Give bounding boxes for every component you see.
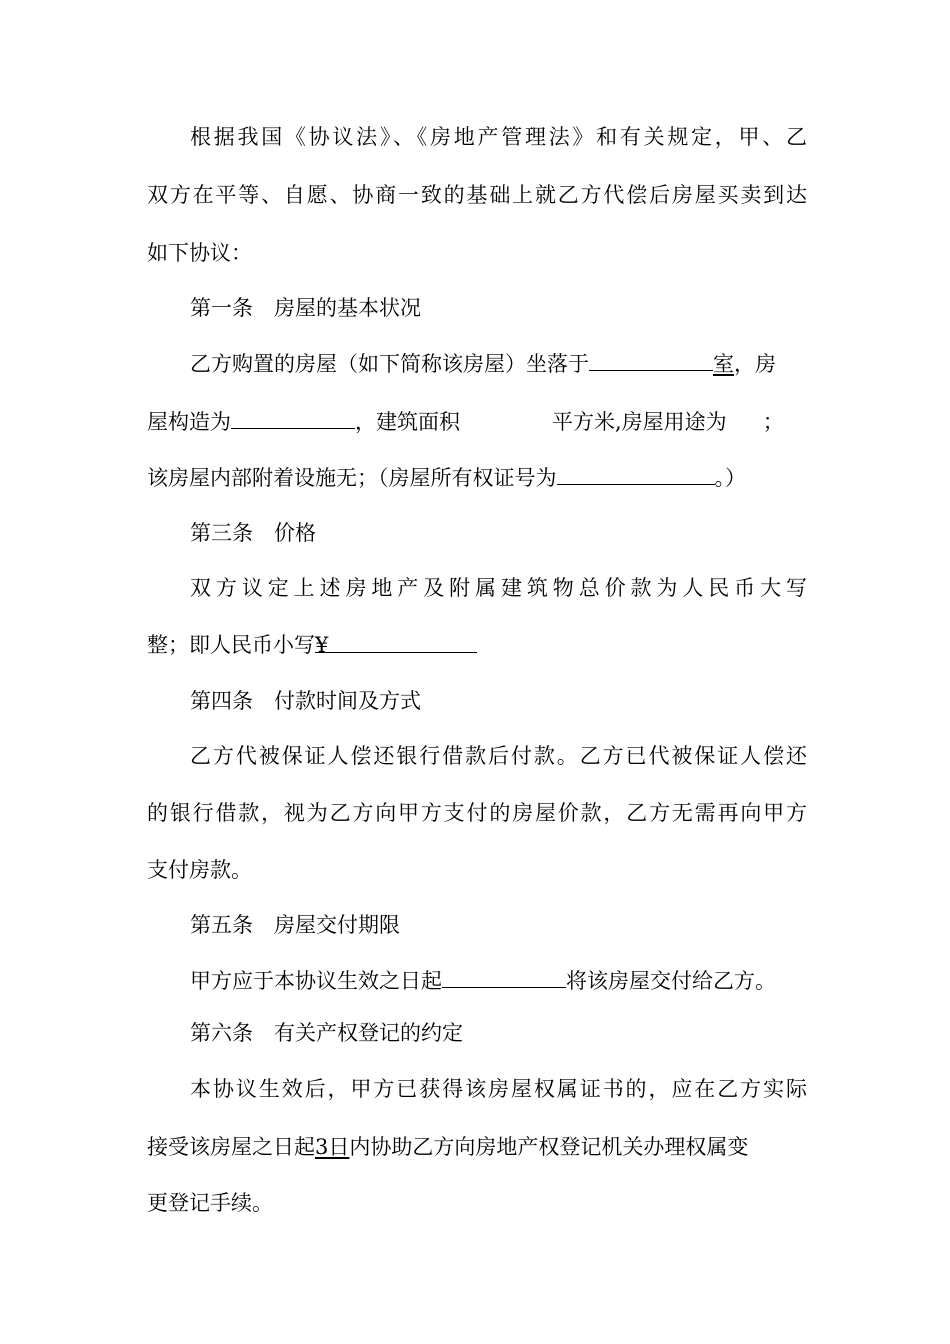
- article-1-text-a: 乙方购置的房屋（如下简称该房屋）坐落于: [190, 352, 589, 376]
- article-1-text-h: 该房屋内部附着设施无；（房屋所有权证号为: [147, 466, 557, 490]
- article-1-text-g: ；: [762, 410, 784, 434]
- article-3-text-a: 整；即人民币小写: [147, 633, 315, 657]
- article-4-line-3: 支付房款。: [147, 858, 252, 882]
- article-3-line-1: 双方议定上述房地产及附属建筑物总价款为人民币大写: [190, 576, 807, 600]
- article-6-text-a: 接受该房屋之日起: [147, 1135, 315, 1159]
- article-1-text-i: 。）: [714, 466, 746, 490]
- intro-line-3: 如下协议：: [147, 241, 252, 265]
- article-1-text-e: ，建筑面积: [355, 410, 460, 434]
- article-1-text-f: 平方米,房屋用途为: [552, 410, 727, 434]
- location-blank: [589, 348, 713, 371]
- article-4-line-2: 的银行借款，视为乙方向甲方支付的房屋价款，乙方无需再向甲方: [147, 801, 807, 825]
- article-1-heading: 第一条 房屋的基本状况: [190, 296, 421, 320]
- article-5-heading: 第五条 房屋交付期限: [190, 913, 400, 937]
- article-5-line-1: [190, 965, 807, 996]
- delivery-period-blank: [442, 965, 566, 988]
- article-1-line-3: [147, 462, 807, 493]
- article-6-heading: 第六条 有关产权登记的约定: [190, 1021, 463, 1045]
- article-1-text-c: ，房: [734, 352, 776, 376]
- article-5-text-b: 将该房屋交付给乙方。: [566, 969, 776, 993]
- article-4-heading: 第四条 付款时间及方式: [190, 689, 421, 713]
- article-3-line-2: [147, 630, 807, 660]
- article-6-line-2: [147, 1132, 807, 1162]
- article-4-line-1: 乙方代被保证人偿还银行借款后付款。乙方已代被保证人偿还: [190, 744, 807, 768]
- article-6-text-c: 内协助乙方向房地产权登记机关办理权属变: [349, 1135, 749, 1159]
- article-1-line-1: [190, 348, 807, 379]
- article-6-line-3: 更登记手续。: [147, 1191, 273, 1215]
- days-value: 3日: [315, 1135, 350, 1159]
- article-1-line-2: [147, 406, 807, 437]
- article-6-line-1: 本协议生效后，甲方已获得该房屋权属证书的，应在乙方实际: [190, 1077, 807, 1101]
- article-5-text-a: 甲方应于本协议生效之日起: [190, 969, 442, 993]
- room-suffix: 室: [713, 352, 734, 376]
- intro-line-1: 根据我国《协议法》、《房地产管理法》和有关规定，甲、乙: [190, 125, 807, 149]
- structure-blank: [231, 406, 355, 429]
- certificate-number-blank: [557, 462, 715, 485]
- intro-line-2: 双方在平等、自愿、协商一致的基础上就乙方代偿后房屋买卖到达: [147, 183, 807, 207]
- amount-blank: [315, 630, 477, 657]
- article-1-text-d: 屋构造为: [147, 410, 231, 434]
- article-3-heading: 第三条 价格: [190, 521, 316, 545]
- yen-sign: ¥: [315, 633, 329, 657]
